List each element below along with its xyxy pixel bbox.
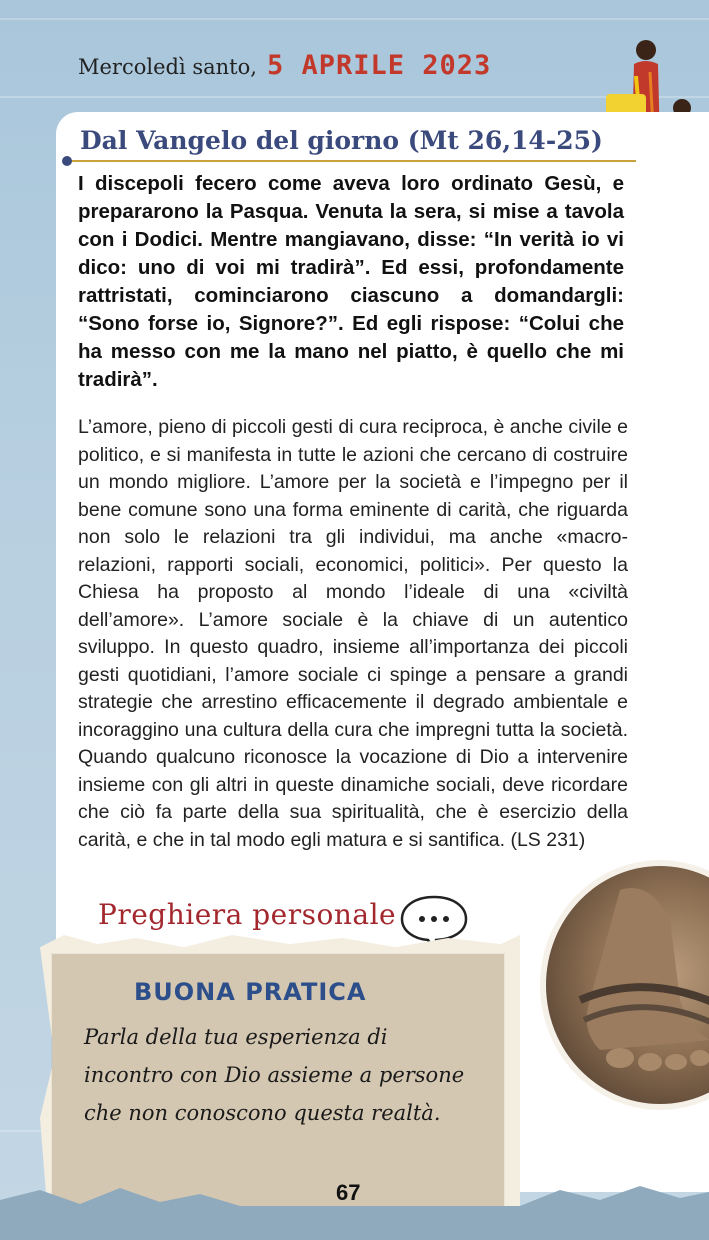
page-number: 67 bbox=[336, 1180, 361, 1205]
gospel-text: I discepoli fecero come aveva loro ordinato Gesù, e prepararono la Pasqua. Venuta la sera, si mise a tavola con i Dodici. Mentre mangiavano, disse: “In verità io vi dico: uno di voi mi tradirà”. Ed essi, profondamente rattristati, cominciarono ciascuno a domandargli: “Sono forse io, Signore?”. Ed egli rispose: “Colui che ha messo con me la mano nel piatto, è quello che mi tradirà”. bbox=[78, 172, 624, 391]
title-divider bbox=[66, 160, 636, 162]
date-label: 5 APRILE 2023 bbox=[266, 50, 492, 81]
wood-grain bbox=[0, 96, 709, 98]
prayer-title: Preghiera personale bbox=[98, 898, 397, 931]
gospel-title: Dal Vangelo del giorno (Mt 26,14-25) bbox=[80, 126, 603, 155]
page-header bbox=[78, 50, 491, 86]
weekday-label: Mercoledì santo, bbox=[78, 55, 257, 79]
wood-grain bbox=[0, 18, 709, 20]
practice-heading: BUONA PRATICA bbox=[134, 978, 367, 1006]
sandal-foot-drawing bbox=[560, 880, 709, 1090]
practice-text: Parla della tua esperienza di incontro con Dio assieme a persone che non conoscono questa realtà. bbox=[84, 1025, 465, 1125]
reflection-text: L’amore, pieno di piccoli gesti di cura reciproca, è anche civile e politico, e si manifesta in tutte le azioni che cercano di costruire un mondo migliore. L’amore per la società e l’impegno per il bene comune sono una forma eminente di carità, che riguarda non solo le relazioni tra gli individui, ma anche «macro-relazioni, rapporti sociali, economici, politici». Per questo la Chiesa ha proposto al mondo l’ideale di una «civiltà dell’amore». L’amore sociale è la chiave di un autentico sviluppo. In questo quadro, insieme all’importanza dei piccoli gesti quotidiani, l’amore sociale ci spinge a pensare a grandi strategie che arrestino efficacemente il degrado ambientale e incoraggino una cultura della cura che impregni tutta la società. Quando qualcuno riconosce la vocazione di Dio a intervenire insieme con gli altri in queste dinamiche sociali, deve ricordare che ciò fa parte della sua spiritualità, che è esercizio della carità, e che in tal modo egli matura e si santifica. (LS 231) bbox=[78, 416, 628, 851]
title-bullet bbox=[62, 156, 72, 166]
